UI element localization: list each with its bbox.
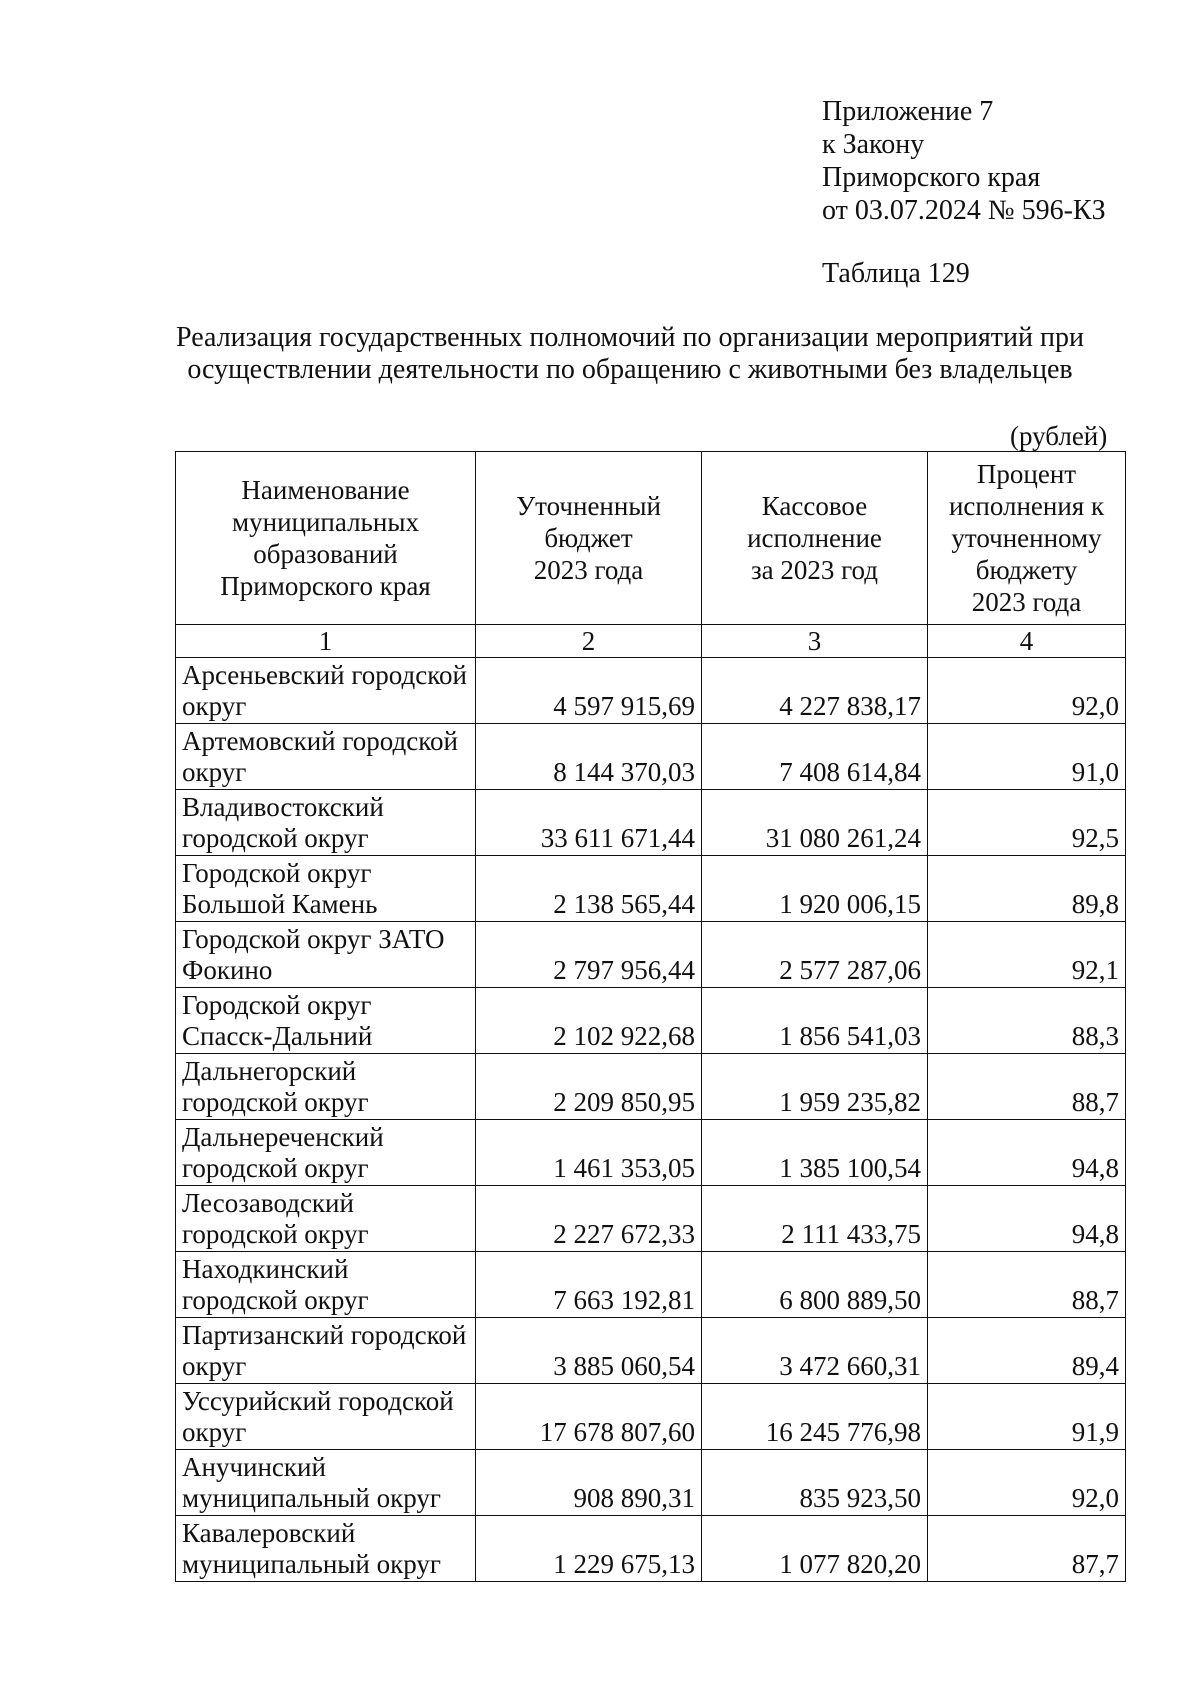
municipality-name bbox=[176, 1516, 476, 1582]
table-row bbox=[176, 922, 1126, 988]
header-cell-municipality bbox=[176, 452, 476, 625]
table-row bbox=[176, 1252, 1126, 1318]
appendix-line: Приморского края bbox=[822, 162, 1041, 193]
municipality-name-line: городской округ bbox=[182, 1285, 369, 1315]
execution-value: 7 408 614,84 bbox=[702, 724, 928, 790]
municipality-name bbox=[176, 1186, 476, 1252]
execution-value: 16 245 776,98 bbox=[702, 1384, 928, 1450]
municipality-name bbox=[176, 1384, 476, 1450]
percent-value: 92,0 bbox=[928, 1450, 1126, 1516]
header-cell-percent bbox=[928, 452, 1126, 625]
municipality-name-line: городской округ bbox=[182, 1153, 369, 1183]
municipality-name-line: Городской округ bbox=[182, 990, 372, 1020]
municipality-name bbox=[176, 724, 476, 790]
percent-value: 92,1 bbox=[928, 922, 1126, 988]
header-line: 2023 года bbox=[533, 555, 644, 585]
municipality-name-line: городской округ bbox=[182, 1219, 369, 1249]
execution-value: 2 111 433,75 bbox=[702, 1186, 928, 1252]
header-line: 2023 года bbox=[971, 587, 1082, 617]
header-line: Приморского края bbox=[220, 571, 431, 601]
table-body bbox=[176, 658, 1126, 1582]
percent-value: 88,3 bbox=[928, 988, 1126, 1054]
municipality-name-line: городской округ bbox=[182, 823, 369, 853]
municipality-name-line: Большой Камень bbox=[182, 889, 378, 919]
municipality-name bbox=[176, 1252, 476, 1318]
appendix-line: от 03.07.2024 № 596-КЗ bbox=[822, 195, 1106, 226]
budget-value: 4 597 915,69 bbox=[476, 658, 702, 724]
appendix-line: к Закону bbox=[822, 129, 925, 160]
table-row bbox=[176, 1384, 1126, 1450]
budget-value: 2 138 565,44 bbox=[476, 856, 702, 922]
table-row bbox=[176, 1450, 1126, 1516]
header-line: образований bbox=[253, 539, 398, 569]
municipality-name-line: Артемовский городской bbox=[182, 726, 458, 756]
municipality-name-line: Спасск-Дальний bbox=[182, 1021, 373, 1051]
budget-value: 3 885 060,54 bbox=[476, 1318, 702, 1384]
budget-table bbox=[175, 451, 1126, 1582]
municipality-name-line: муниципальный округ bbox=[182, 1549, 441, 1579]
header-line: бюджет bbox=[544, 523, 633, 553]
column-number: 2 bbox=[476, 625, 702, 658]
municipality-name bbox=[176, 790, 476, 856]
document-title-line: Реализация государственных полномочий по организации мероприятий при bbox=[176, 322, 1084, 353]
header-cell-execution bbox=[702, 452, 928, 625]
column-number: 4 bbox=[928, 625, 1126, 658]
header-line: Наименование bbox=[241, 475, 410, 505]
budget-value: 8 144 370,03 bbox=[476, 724, 702, 790]
table-row bbox=[176, 1516, 1126, 1582]
municipality-name-line: Городской округ ЗАТО bbox=[182, 924, 445, 954]
municipality-name-line: Кавалеровский bbox=[182, 1518, 356, 1548]
header-line: за 2023 год bbox=[750, 555, 878, 585]
municipality-name-line: Находкинский bbox=[182, 1254, 349, 1284]
budget-value: 17 678 807,60 bbox=[476, 1384, 702, 1450]
municipality-name bbox=[176, 856, 476, 922]
execution-value: 3 472 660,31 bbox=[702, 1318, 928, 1384]
budget-value: 33 611 671,44 bbox=[476, 790, 702, 856]
header-line: бюджету bbox=[975, 555, 1078, 585]
percent-value: 88,7 bbox=[928, 1252, 1126, 1318]
percent-value: 94,8 bbox=[928, 1120, 1126, 1186]
percent-value: 94,8 bbox=[928, 1186, 1126, 1252]
percent-value: 91,0 bbox=[928, 724, 1126, 790]
budget-value: 2 227 672,33 bbox=[476, 1186, 702, 1252]
municipality-name-line: округ bbox=[182, 1417, 247, 1447]
units-label: (рублей) bbox=[1010, 421, 1108, 451]
budget-value: 2 797 956,44 bbox=[476, 922, 702, 988]
municipality-name-line: округ bbox=[182, 691, 247, 721]
municipality-name-line: Фокино bbox=[182, 955, 273, 985]
execution-value: 31 080 261,24 bbox=[702, 790, 928, 856]
municipality-name bbox=[176, 1120, 476, 1186]
table-number: Таблица 129 bbox=[822, 258, 970, 289]
municipality-name bbox=[176, 1450, 476, 1516]
municipality-name-line: Городской округ bbox=[182, 858, 372, 888]
table-row bbox=[176, 1120, 1126, 1186]
percent-value: 88,7 bbox=[928, 1054, 1126, 1120]
header-line: исполнение bbox=[747, 523, 882, 553]
execution-value: 1 077 820,20 bbox=[702, 1516, 928, 1582]
appendix-reference bbox=[822, 95, 1106, 227]
table-row bbox=[176, 790, 1126, 856]
municipality-name-line: Арсеньевский городской bbox=[182, 660, 467, 690]
budget-value: 1 229 675,13 bbox=[476, 1516, 702, 1582]
percent-value: 89,4 bbox=[928, 1318, 1126, 1384]
execution-value: 4 227 838,17 bbox=[702, 658, 928, 724]
budget-value: 2 209 850,95 bbox=[476, 1054, 702, 1120]
budget-value: 7 663 192,81 bbox=[476, 1252, 702, 1318]
execution-value: 1 856 541,03 bbox=[702, 988, 928, 1054]
municipality-name-line: Лесозаводский bbox=[182, 1188, 354, 1218]
percent-value: 92,5 bbox=[928, 790, 1126, 856]
header-cell-budget bbox=[476, 452, 702, 625]
table-row bbox=[176, 1318, 1126, 1384]
execution-value: 1 959 235,82 bbox=[702, 1054, 928, 1120]
budget-value: 2 102 922,68 bbox=[476, 988, 702, 1054]
percent-value: 91,9 bbox=[928, 1384, 1126, 1450]
execution-value: 2 577 287,06 bbox=[702, 922, 928, 988]
execution-value: 6 800 889,50 bbox=[702, 1252, 928, 1318]
municipality-name bbox=[176, 658, 476, 724]
table-row bbox=[176, 988, 1126, 1054]
document-title bbox=[150, 322, 1110, 386]
municipality-name-line: городской округ bbox=[182, 1087, 369, 1117]
appendix-line: Приложение 7 bbox=[822, 96, 994, 127]
header-row bbox=[176, 452, 1126, 625]
budget-value: 1 461 353,05 bbox=[476, 1120, 702, 1186]
column-number: 3 bbox=[702, 625, 928, 658]
header-line: уточненному bbox=[951, 523, 1102, 553]
municipality-name-line: округ bbox=[182, 757, 247, 787]
municipality-name-line: Анучинский bbox=[182, 1452, 326, 1482]
header-line: муниципальных bbox=[232, 507, 419, 537]
municipality-name-line: Владивостокский bbox=[182, 792, 384, 822]
table-row bbox=[176, 1186, 1126, 1252]
table-row bbox=[176, 658, 1126, 724]
header-line: Кассовое bbox=[761, 491, 868, 521]
percent-value: 92,0 bbox=[928, 658, 1126, 724]
execution-value: 835 923,50 bbox=[702, 1450, 928, 1516]
municipality-name-line: Партизанский городской bbox=[182, 1320, 467, 1350]
municipality-name bbox=[176, 988, 476, 1054]
municipality-name-line: муниципальный округ bbox=[182, 1483, 441, 1513]
municipality-name bbox=[176, 1054, 476, 1120]
budget-value: 908 890,31 bbox=[476, 1450, 702, 1516]
execution-value: 1 385 100,54 bbox=[702, 1120, 928, 1186]
percent-value: 87,7 bbox=[928, 1516, 1126, 1582]
table-row bbox=[176, 856, 1126, 922]
municipality-name-line: округ bbox=[182, 1351, 247, 1381]
table-row bbox=[176, 1054, 1126, 1120]
header-line: Уточненный bbox=[516, 491, 661, 521]
table-header bbox=[176, 452, 1126, 658]
percent-value: 89,8 bbox=[928, 856, 1126, 922]
execution-value: 1 920 006,15 bbox=[702, 856, 928, 922]
municipality-name-line: Уссурийский городской bbox=[182, 1386, 454, 1416]
municipality-name bbox=[176, 1318, 476, 1384]
header-line: Процент bbox=[976, 459, 1077, 489]
header-line: исполнения к bbox=[948, 491, 1105, 521]
column-number-row bbox=[176, 625, 1126, 658]
municipality-name-line: Дальнереченский bbox=[182, 1122, 384, 1152]
document-title-line: осуществлении деятельности по обращению с животными без владельцев bbox=[187, 354, 1073, 385]
table-row bbox=[176, 724, 1126, 790]
municipality-name bbox=[176, 922, 476, 988]
municipality-name-line: Дальнегорский bbox=[182, 1056, 357, 1086]
column-number: 1 bbox=[176, 625, 476, 658]
